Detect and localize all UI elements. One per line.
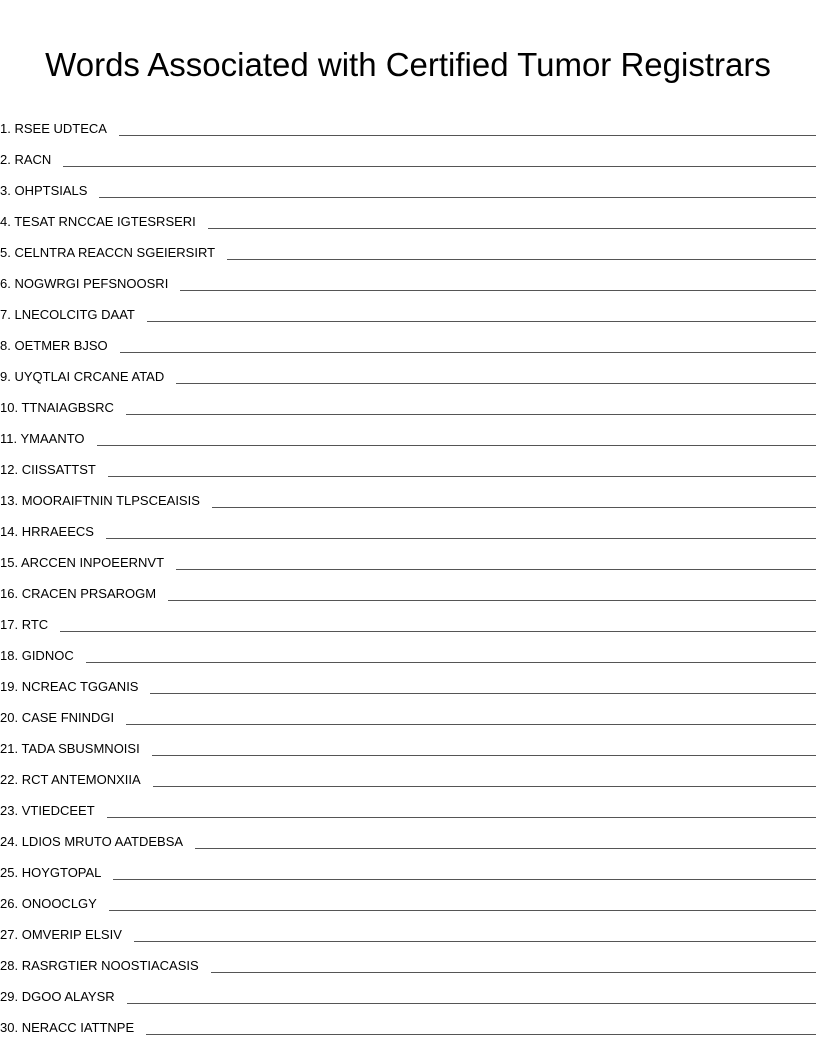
scrambled-word	[0, 865, 113, 883]
scrambled-letters: CRACEN PRSAROGM	[21, 586, 157, 601]
item-number: 30 .	[0, 1020, 22, 1035]
puzzle-row	[0, 234, 816, 265]
answer-line[interactable]	[176, 382, 816, 384]
scrambled-letters: LNECOLCITG DAAT	[14, 307, 135, 322]
item-number: 28 .	[0, 958, 22, 973]
puzzle-row	[0, 358, 816, 389]
scrambled-letters: RCT ANTEMONXIIA	[21, 772, 141, 787]
answer-line[interactable]	[108, 475, 816, 477]
scrambled-letters: RSEE UDTECA	[14, 121, 107, 136]
puzzle-row	[0, 265, 816, 296]
item-number: 14 .	[0, 524, 22, 539]
item-number: 27 .	[0, 927, 22, 942]
scrambled-letters: ONOOCLGY	[21, 896, 97, 911]
puzzle-row	[0, 544, 816, 575]
scrambled-word	[0, 741, 152, 759]
scrambled-letters: CELNTRA REACCN SGEIERSIRT	[14, 245, 216, 260]
scrambled-word	[0, 927, 134, 945]
scrambled-word	[0, 307, 147, 325]
puzzle-row	[0, 1009, 816, 1040]
item-number: 10 .	[0, 400, 21, 415]
scrambled-letters: HOYGTOPAL	[21, 865, 102, 880]
scrambled-word	[0, 710, 126, 728]
scrambled-word	[0, 338, 120, 356]
answer-line[interactable]	[195, 847, 816, 849]
puzzle-row	[0, 296, 816, 327]
puzzle-row	[0, 885, 816, 916]
scrambled-letters: ARCCEN INPOEERNVT	[20, 555, 165, 570]
scrambled-letters: TADA SBUSMNOISI	[21, 741, 140, 756]
item-number: 5 .	[0, 245, 14, 260]
item-number: 9 .	[0, 369, 14, 384]
scrambled-word	[0, 214, 208, 232]
puzzle-row	[0, 110, 816, 141]
scrambled-word	[0, 989, 127, 1007]
answer-line[interactable]	[134, 940, 816, 942]
answer-line[interactable]	[147, 320, 816, 322]
scrambled-word	[0, 555, 176, 573]
item-number: 19 .	[0, 679, 22, 694]
answer-line[interactable]	[97, 444, 816, 446]
scrambled-letters: CASE FNINDGI	[21, 710, 115, 725]
item-number: 7 .	[0, 307, 14, 322]
answer-line[interactable]	[168, 599, 816, 601]
scrambled-word	[0, 648, 86, 666]
item-number: 11 .	[0, 431, 21, 446]
scrambled-word	[0, 245, 227, 263]
scrambled-word	[0, 586, 168, 604]
item-number: 29 .	[0, 989, 22, 1004]
scrambled-letters: HRRAEECS	[21, 524, 94, 539]
puzzle-row	[0, 575, 816, 606]
scrambled-word	[0, 493, 212, 511]
scrambled-letters: LDIOS MRUTO AATDEBSA	[21, 834, 184, 849]
scrambled-letters: UYQTLAI CRCANE ATAD	[14, 369, 165, 384]
answer-line[interactable]	[120, 351, 816, 353]
answer-line[interactable]	[227, 258, 816, 260]
scrambled-letters: NERACC IATTNPE	[21, 1020, 135, 1035]
item-number: 18 .	[0, 648, 22, 663]
answer-line[interactable]	[113, 878, 816, 880]
scrambled-word	[0, 1020, 146, 1038]
scrambled-letters: DGOO ALAYSR	[21, 989, 115, 1004]
puzzle-row	[0, 203, 816, 234]
scrambled-letters: RASRGTIER NOOSTIACASIS	[21, 958, 199, 973]
answer-line[interactable]	[107, 816, 816, 818]
puzzle-row	[0, 606, 816, 637]
puzzle-row	[0, 637, 816, 668]
item-number: 1 .	[0, 121, 14, 136]
scrambled-word	[0, 152, 63, 170]
scrambled-letters: CIISSATTST	[21, 462, 96, 477]
answer-line[interactable]	[86, 661, 816, 663]
answer-line[interactable]	[146, 1033, 816, 1035]
scrambled-word	[0, 803, 107, 821]
puzzle-row	[0, 451, 816, 482]
puzzle-row	[0, 327, 816, 358]
item-number: 12 .	[0, 462, 22, 477]
scrambled-letters: TTNAIAGBSRC	[21, 400, 114, 415]
item-number: 17 .	[0, 617, 22, 632]
answer-line[interactable]	[127, 1002, 816, 1004]
scrambled-word	[0, 431, 97, 449]
scrambled-word	[0, 617, 60, 635]
scrambled-letters: OMVERIP ELSIV	[21, 927, 122, 942]
puzzle-row	[0, 792, 816, 823]
scrambled-word	[0, 121, 119, 139]
answer-line[interactable]	[180, 289, 816, 291]
answer-line[interactable]	[106, 537, 816, 539]
scrambled-letters: NOGWRGI PEFSNOOSRI	[14, 276, 169, 291]
answer-line[interactable]	[150, 692, 816, 694]
puzzle-row	[0, 854, 816, 885]
answer-line[interactable]	[176, 568, 816, 570]
answer-line[interactable]	[211, 971, 816, 973]
puzzle-row	[0, 978, 816, 1009]
scrambled-word	[0, 679, 150, 697]
scrambled-word	[0, 183, 99, 201]
puzzle-row	[0, 761, 816, 792]
puzzle-row	[0, 916, 816, 947]
scrambled-letters: MOORAIFTNIN TLPSCEAISIS	[21, 493, 200, 508]
item-number: 8 .	[0, 338, 14, 353]
item-number: 4 .	[0, 214, 14, 229]
answer-line[interactable]	[212, 506, 816, 508]
puzzle-row	[0, 389, 816, 420]
item-number: 15 .	[0, 555, 21, 570]
puzzle-row	[0, 513, 816, 544]
item-number: 23 .	[0, 803, 22, 818]
item-number: 20 .	[0, 710, 22, 725]
scrambled-word	[0, 276, 180, 294]
scrambled-word	[0, 400, 126, 418]
scrambled-word	[0, 958, 211, 976]
answer-line[interactable]	[119, 134, 816, 136]
answer-line[interactable]	[63, 165, 816, 167]
puzzle-row	[0, 947, 816, 978]
answer-line[interactable]	[126, 413, 816, 415]
puzzle-row	[0, 172, 816, 203]
scrambled-letters: OHPTSIALS	[14, 183, 88, 198]
answer-line[interactable]	[60, 630, 816, 632]
answer-line[interactable]	[208, 227, 816, 229]
answer-line[interactable]	[109, 909, 816, 911]
scrambled-letters: TESAT RNCCAE IGTESRSERI	[14, 214, 196, 229]
puzzle-row	[0, 668, 816, 699]
word-scramble-list	[0, 110, 816, 1040]
scrambled-letters: NCREAC TGGANIS	[21, 679, 139, 694]
puzzle-row	[0, 420, 816, 451]
item-number: 26 .	[0, 896, 22, 911]
puzzle-row	[0, 482, 816, 513]
item-number: 22 .	[0, 772, 22, 787]
item-number: 21 .	[0, 741, 21, 756]
scrambled-letters: YMAANTO	[20, 431, 85, 446]
scrambled-word	[0, 896, 109, 914]
scrambled-letters: RTC	[21, 617, 49, 632]
scrambled-word	[0, 369, 176, 387]
puzzle-row	[0, 141, 816, 172]
puzzle-row	[0, 823, 816, 854]
scrambled-word	[0, 772, 153, 790]
answer-line[interactable]	[126, 723, 816, 725]
scrambled-word	[0, 462, 108, 480]
item-number: 3 .	[0, 183, 14, 198]
puzzle-row	[0, 730, 816, 761]
puzzle-row	[0, 699, 816, 730]
scrambled-word	[0, 524, 106, 542]
scrambled-letters: VTIEDCEET	[21, 803, 95, 818]
scrambled-letters: GIDNOC	[21, 648, 74, 663]
page-title: Words Associated with Certified Tumor Registrars	[45, 46, 771, 83]
item-number: 16 .	[0, 586, 22, 601]
item-number: 13 .	[0, 493, 22, 508]
item-number: 25 .	[0, 865, 22, 880]
item-number: 24 .	[0, 834, 22, 849]
scrambled-word	[0, 834, 195, 852]
answer-line[interactable]	[99, 196, 816, 198]
answer-line[interactable]	[153, 785, 816, 787]
scrambled-letters: RACN	[14, 152, 52, 167]
item-number: 2 .	[0, 152, 14, 167]
item-number: 6 .	[0, 276, 14, 291]
scrambled-letters: OETMER BJSO	[14, 338, 108, 353]
answer-line[interactable]	[152, 754, 816, 756]
